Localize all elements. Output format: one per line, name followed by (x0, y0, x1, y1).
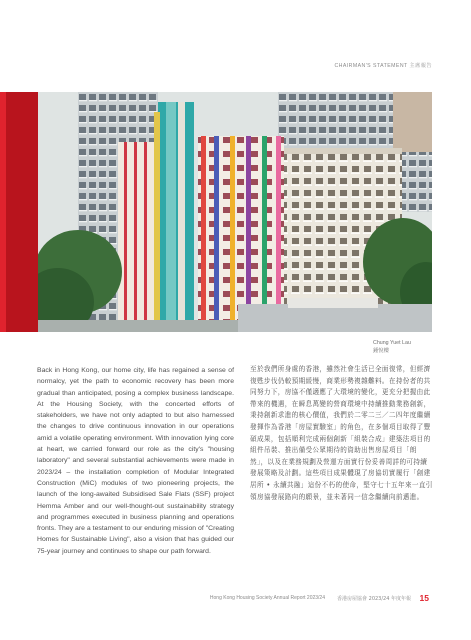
photo-caption (373, 339, 411, 355)
accent-strip (0, 92, 38, 332)
footer-report-title-en: Hong Kong Housing Society Annual Report 2023/24 (209, 595, 325, 601)
photo-caption-zh: 鍾悅樓 (373, 348, 389, 354)
body-text-english: Back in Hong Kong, our home city, life has regained a sense of normalcy, yet the path to economic recovery has been more gradual than anticipated, posing a complex business landscape. At the Housing Society, with the concerted efforts of stakeholders, we have not only adapted to but also harnessed the changes to drive continuous innovation in our operations amid a volatile operating environment. With innovation lying core at heart, we carried forward our role as the city's "housing laboratory" and several substantial achievements were made in 2023/24 – the installation completion of Modular Integrated Construction (MiC) modules of two pioneering projects, the launch of the long-awaited Subsidised Sale Flats (SSF) project Hemma Amber and our well-thought-out sustainability strategy and programmes executed in business planning and operations fronts. They are a testament to our enduring mission of "Creating Homes for Sustainable Living", also a vision that has guided our 75-year journey and continues to shape our path forward. (37, 367, 234, 555)
body-text-chinese: 至於我們所身處的香港，雖然社會生活已全面復常，但經濟復甦步伐仍較預期緩慢，商業形勢複雜難料。在持份者的共同努力下，房協不僅適應了大環境的變化，更充分把握由此帶來的機遇，在瞬息萬變的營商環境中持續推動業務創新，秉持創新求進的核心價值，我們於二零二三／二四年度繼續發揮作為香港「房屋實驗室」的角色，在多個項目取得了豐碩成果，包括順利完成兩個創新「組裝合成」建築法項目的組件吊裝、推出備受公眾期待的資助出售房屋項目「朗然」，以及在業務規劃及營運方面實行份妥善周詳的可持續發展策略及計劃。這些項目成果體現了房協切實履行「創建居所 • 永續共融」這份不朽的使命，堅守七十五年來一直引領房協發展路向的願景，並未著同一信念繼續向前邁進。 (250, 365, 433, 501)
cover-photo (38, 92, 432, 332)
section-header: CHAIRMAN'S STATEMENT 主席報告 (334, 63, 432, 69)
page-footer (0, 593, 471, 603)
page-number: 15 (419, 593, 429, 603)
footer-report-title-zh: 香港房屋協會 2023/24 年度年報 (337, 596, 411, 602)
photo-caption-en: Chung Yuet Lau (373, 340, 411, 346)
